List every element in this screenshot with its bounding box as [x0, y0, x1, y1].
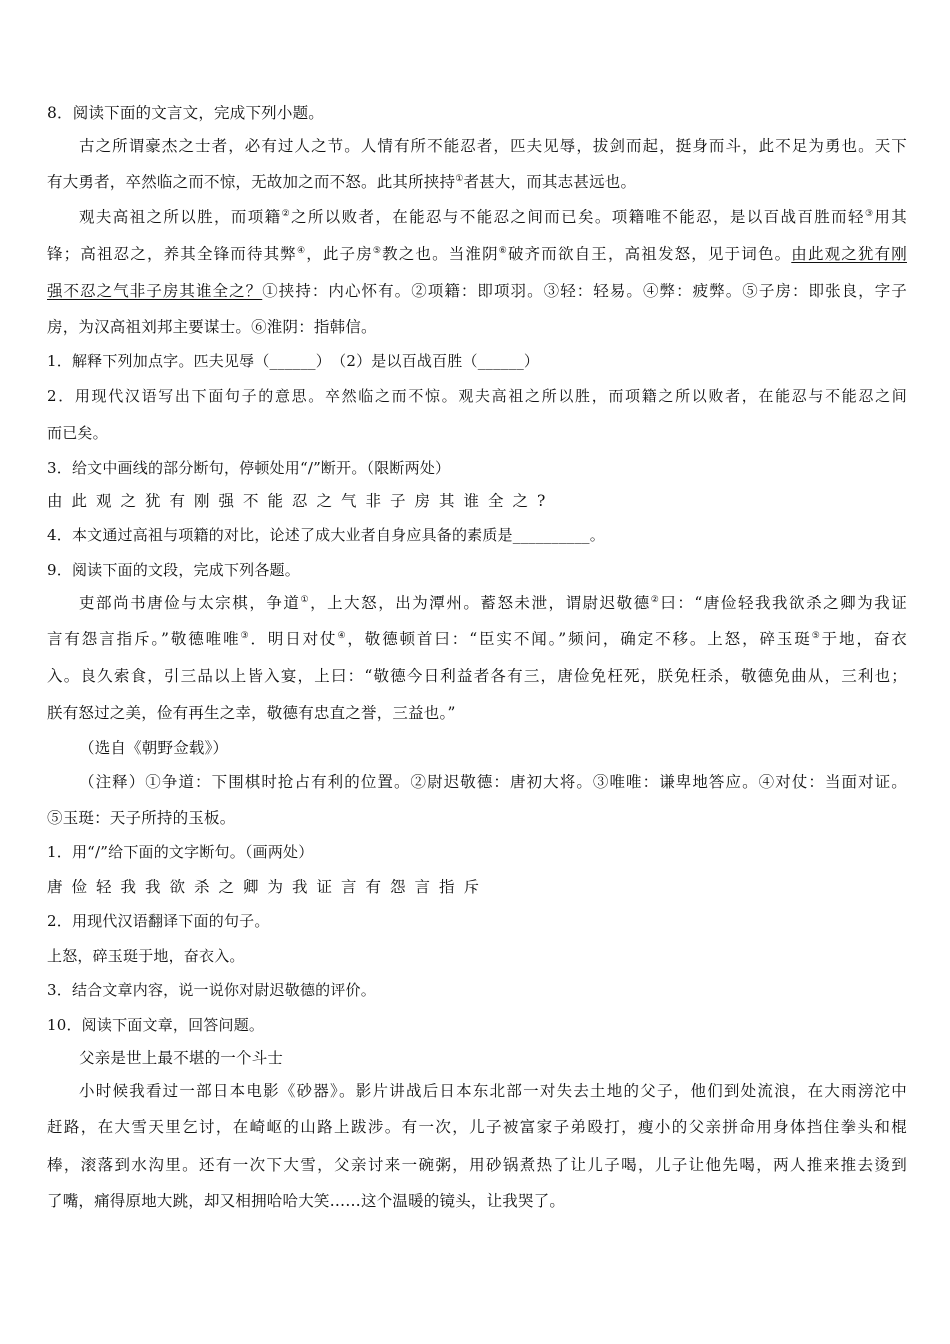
q8-title: 8．阅读下面的文言文，完成下列小题。	[47, 104, 324, 122]
q8-passage-line: 锋；高祖忍之，养其全锋而待其弊④，此子房⑤教之也。当淮阴⑥破齐而欲自王，高祖发怒，见于词色。由此观之犹有刚	[47, 245, 907, 263]
q8-sentence-to-punctuate: 由此观之犹有刚强不能忍之气非子房其谁全之?	[47, 492, 555, 510]
q8-passage-line: 强不忍之气非子房其谁全之？①挟持：内心怀有。②项籍：即项羽。③轻：轻易。④弊：疲弊。⑤子房：即张良，字子	[47, 282, 907, 300]
underlined-sentence: 强不忍之气非子房其谁全之？	[47, 282, 263, 300]
q8-sub-question-1: 1．解释下列加点字。匹夫见辱（______） （2）是以百战百胜（______）	[47, 352, 540, 370]
q8-passage-line: 有大勇者，卒然临之而不惊，无故加之而不怒。此其所挟持①者甚大，而其志甚远也。	[47, 173, 637, 191]
q9-sentence-to-translate: 上怒，碎玉珽于地，奋衣入。	[47, 947, 245, 965]
q8-passage-line: 古之所谓豪杰之士者，必有过人之节。人情有所不能忍者，匹夫见辱，拔剑而起，挺身而斗，此不足为勇也。天下	[79, 137, 907, 155]
q9-passage-line: 吏部尚书唐俭与太宗棋，争道①，上大怒，出为潭州。蓄怒未泄，谓尉迟敬德②曰：“唐俭轻我我欲杀之卿为我证	[79, 594, 907, 612]
underlined-sentence: 由此观之犹有刚	[791, 245, 907, 263]
q10-passage-line: 棒，滚落到水沟里。还有一次下大雪，父亲讨来一碗粥，用砂锅煮热了让儿子喝，儿子让他先喝，两人推来推去烫到	[47, 1156, 907, 1174]
q10-passage-line: 了嘴，痛得原地大跳，却又相拥哈哈大笑……这个温暖的镜头，让我哭了。	[47, 1192, 566, 1210]
q9-passage-line: 言有怨言指斥。”敬德唯唯③．明日对仗④，敬德顿首曰：“臣实不闻。”频问，确定不移。上怒，碎玉珽⑤于地，奋衣	[47, 630, 907, 648]
q8-sub-question-2-cont: 而已矣。	[47, 424, 108, 442]
q10-article-title: 父亲是世上最不堪的一个斗士	[79, 1049, 284, 1067]
q9-sub-question-1: 1．用“/”给下面的文字断句。（画两处）	[47, 843, 314, 861]
q9-passage-line: 朕有怒过之美，俭有再生之幸，敬德有忠直之誉，三益也。”	[47, 704, 456, 722]
q8-passage-line: 观夫高祖之所以胜，而项籍②之所以败者，在能忍与不能忍之间而已矣。项籍唯不能忍，是以百战百胜而轻③用其	[79, 208, 907, 226]
q9-notes: （注释）①争道：下围棋时抢占有利的位置。②尉迟敬德：唐初大将。③唯唯：谦卑地答应。④对仗：当面对证。	[79, 773, 907, 791]
q9-sub-question-2: 2．用现代汉语翻译下面的句子。	[47, 912, 270, 930]
q8-passage-line: 房，为汉高祖刘邦主要谋士。⑥淮阴：指韩信。	[47, 318, 377, 336]
q9-source: （选自《朝野佥载》）	[79, 739, 229, 757]
q9-sub-question-3: 3．结合文章内容，说一说你对尉迟敬德的评价。	[47, 981, 376, 999]
q8-sub-question-3: 3．给文中画线的部分断句，停顿处用“/”断开。（限断两处）	[47, 459, 451, 477]
q8-sub-question-4: 4．本文通过高祖与项籍的对比，论述了成大业者自身应具备的素质是__________。	[47, 526, 605, 544]
q10-title: 10．阅读下面文章，回答问题。	[47, 1016, 265, 1034]
q9-sentence-to-punctuate: 唐俭轻我我欲杀之卿为我证言有怨言指斥	[47, 878, 489, 896]
q9-passage-line: 入。良久索食，引三品以上皆入宴，上曰：“敬德今日利益者各有三，唐俭免枉死，朕免枉杀，敬德免曲从，三利也；	[47, 667, 907, 685]
q9-title: 9．阅读下面的文段，完成下列各题。	[47, 561, 300, 579]
q8-sub-question-2: 2．用现代汉语写出下面句子的意思。卒然临之而不惊。观夫高祖之所以胜，而项籍之所以败者，在能忍与不能忍之间	[47, 387, 907, 405]
q9-notes-cont: ⑤玉珽：天子所持的玉板。	[47, 809, 236, 827]
q10-passage-line: 赶路，在大雪天里乞讨，在崎岖的山路上跋涉。有一次，儿子被富家子弟殴打，瘦小的父亲拼命用身体挡住拳头和棍	[47, 1118, 907, 1136]
q10-passage-line: 小时候我看过一部日本电影《砂器》。影片讲战后日本东北部一对失去土地的父子，他们到处流浪，在大雨滂沱中	[79, 1082, 907, 1100]
